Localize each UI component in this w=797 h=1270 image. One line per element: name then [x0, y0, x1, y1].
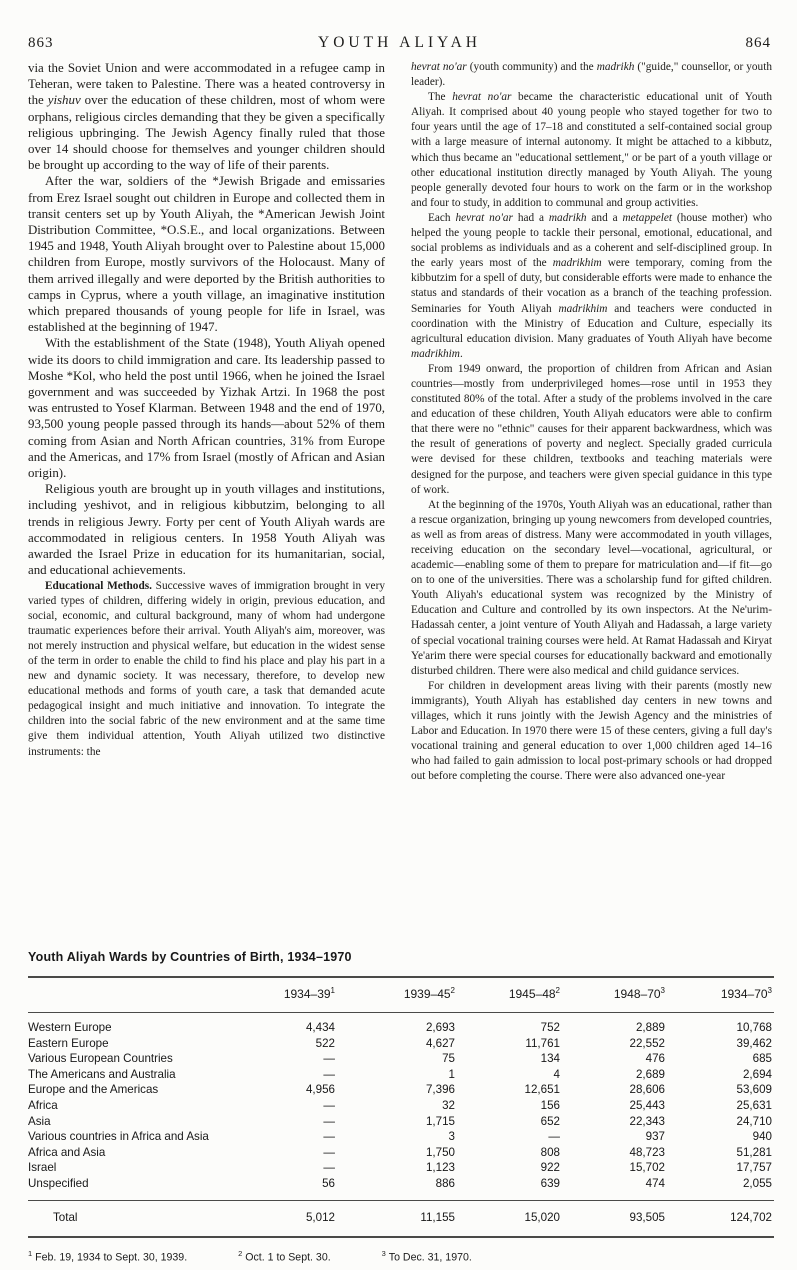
footnote: $^1$ Feb. 19, 1934 to Sept. 30, 1939. — [28, 1249, 188, 1264]
total-cell: 15,020 — [457, 1200, 562, 1237]
text-run: madrikhim — [411, 347, 460, 360]
table-cell: 4,956 — [305, 1083, 335, 1097]
text-run: The — [428, 91, 453, 104]
table-cell: 134 — [540, 1052, 560, 1066]
page-number-right: 864 — [745, 35, 771, 51]
table-cell: 2,693 — [425, 1021, 455, 1034]
table-cell: 39,462 — [736, 1036, 772, 1050]
table-row — [28, 1098, 774, 1114]
text-run: (youth community) and the — [466, 61, 597, 73]
table-cell: 474 — [645, 1176, 665, 1190]
table-row — [28, 1176, 774, 1200]
table-row — [28, 1067, 774, 1083]
table-row — [28, 1114, 774, 1130]
left-column — [28, 60, 385, 760]
table-cell: 10,768 — [736, 1021, 772, 1034]
page-title: YOUTH ALIYAH — [318, 34, 481, 51]
table-footer — [28, 1200, 774, 1237]
table-cell: — — [323, 1145, 335, 1159]
total-label: Total — [28, 1200, 271, 1237]
table-cell: — — [323, 1098, 335, 1112]
column-header-blank — [28, 977, 271, 1013]
column-header: $1945-48^2$ — [457, 977, 562, 1013]
row-label: Africa — [28, 1098, 58, 1112]
text-run: Educational Methods. — [45, 579, 152, 592]
table-cell: 25,443 — [629, 1098, 665, 1112]
paragraph — [411, 679, 772, 785]
text-run: ("guide," counsellor, or youth leader). — [411, 61, 772, 89]
table-cell: 685 — [752, 1052, 772, 1066]
text-run: (house mother) who helped the young people to tackle their personal, emotional, educational, and social problems as individuals and as a coherent and self-disciplined group. In the early years most of the — [411, 211, 772, 270]
paragraph — [411, 60, 772, 90]
paragraph — [411, 90, 772, 211]
total-cell: 124,702 — [667, 1200, 774, 1237]
table-cell: 639 — [540, 1176, 560, 1190]
table-cell: 11,761 — [525, 1036, 560, 1050]
text-run: madrikhim — [558, 302, 608, 315]
table-row — [28, 1160, 774, 1176]
text-run: hevrat no'ar — [452, 91, 512, 104]
table-title: Youth Aliyah Wards by Countries of Birth, 1934–1970 — [28, 950, 352, 964]
footnote: $^2$ Oct. 1 to Sept. 30. — [238, 1249, 331, 1264]
table-cell: 12,651 — [524, 1083, 560, 1097]
table-cell: 2,055 — [742, 1176, 772, 1190]
table-cell: 53,609 — [736, 1083, 772, 1097]
table-cell: 2,889 — [635, 1021, 665, 1034]
table-footnotes — [28, 1249, 774, 1264]
text-run: For children in development areas living with their parents (mostly new immigrants), Youth Aliyah has established day centers in new towns and villages, which it runs jointly with the Jewish Agency and the ministries of Labor and Education. In 1970 there were 15 of these centers, giving a full day's vocational training and general education to over 1,000 children aged 14–16 who had failed to gain admission to local post-primary schools or had dropped out before completing the course. There were also advanced one-year — [411, 679, 772, 783]
table-header-row — [28, 977, 774, 1013]
row-label: Unspecified — [28, 1176, 89, 1190]
statistics-table-section — [28, 950, 774, 1264]
text-run: At the beginning of the 1970s, Youth Aliyah was an educational, rather than a rescue organization, bringing up young newcomers from developed countries, as well as from areas of distress. Many were accommodated in youth villages, receiving education on the secondary level—vocational, agricultural, or academic—enabling some of them to prepare for matriculation and—if fit—go on to one of the universities. There was a scholarship fund for gifted children. Youth Aliyah's educational system was recognized by the Ministry of Education and Culture and controlled by its own inspectors. At the Ne'urim-Hadassah center, a joint venture of Youth Aliyah and Hadassah, a large variety of special vocational training courses were held. At Ramat Hadassah and Kiryat Ye'arim there were special courses for educationally backward and emotionally disturbed children. There were also medical and child guidance services. — [411, 498, 772, 677]
row-label: Western Europe — [28, 1021, 112, 1034]
row-label: Asia — [28, 1114, 51, 1128]
wards-by-country-table — [28, 976, 774, 1238]
table-cell: 75 — [442, 1052, 455, 1066]
table-cell: 51,281 — [736, 1145, 772, 1159]
table-cell: — — [323, 1161, 335, 1175]
table-cell: — — [323, 1130, 335, 1144]
table-row — [28, 1013, 774, 1036]
table-cell: 2,689 — [635, 1067, 665, 1081]
paragraph — [411, 362, 772, 498]
table-row — [28, 1082, 774, 1098]
text-run: Religious youth are brought up in youth villages and institutions, including yeshivot, and in religious kibbutzim, belonging to all trends in religious Jewry. Forty per cent of Youth Aliyah wards are accommodated in religious centers. In 1958 Youth Aliyah was awarded the Israel Prize in education for its humanitarian, social, and educational achievements. — [28, 482, 385, 578]
text-run: madrikh — [548, 211, 587, 224]
table-cell: 476 — [645, 1052, 665, 1066]
table-cell: 937 — [645, 1130, 665, 1144]
text-run: hevrat no'ar — [411, 61, 467, 73]
table-cell: 156 — [540, 1098, 560, 1112]
table-cell: 940 — [752, 1130, 772, 1144]
page-header — [28, 34, 771, 52]
row-label: Various European Countries — [28, 1052, 173, 1066]
text-run: With the establishment of the State (1948), Youth Aliyah opened wide its doors to child immigration and care. Its leadership passed to Moshe *Kol, who held the post until 1966, when he joined the Israel government and was succeeded by Yizhak Artzi. In 1968 the post was entrusted to Yosef Klarman. Between 1948 and the end of 1970, 93,500 young people passed through its hands—about 52% of them coming from Asian and North African countries, 31% from Europe and the Americas, and 17% from Israel (mostly of African and Asian origin). — [28, 336, 385, 481]
table-cell: 752 — [540, 1021, 560, 1034]
column-header: $1939-45^2$ — [337, 977, 457, 1013]
table-cell: 4,627 — [425, 1036, 455, 1050]
text-run: After the war, soldiers of the *Jewish Brigade and emissaries from Erez Israel sought out children in Europe and collected them in transit centers set up by Youth Aliyah, the *American Jewish Joint Distribution Committee, *O.S.E., and local organizations. Between 1945 and 1948, Youth Aliyah brought over to Palestine about 15,000 children from Europe, mostly survivors of the Holocaust. Many of them arrived illegally and were deported by the British authorities to camps in Cyprus, where a youth village, an imaginative institution which prepared thousands of young people for life in Israel, was established at the beginning of 1947. — [28, 174, 385, 335]
table-cell: 1,123 — [425, 1161, 455, 1175]
total-cell: 93,505 — [562, 1200, 667, 1237]
table-row — [28, 1145, 774, 1161]
text-run: madrikhim — [552, 257, 602, 270]
row-label: The Americans and Australia — [28, 1067, 176, 1081]
table-cell: 24,710 — [736, 1114, 772, 1128]
table-row — [28, 1051, 774, 1067]
text-run: and a — [586, 211, 623, 224]
table-cell: 922 — [540, 1161, 560, 1175]
text-run: Each — [428, 211, 456, 224]
row-label: Europe and the Americas — [28, 1083, 159, 1097]
column-header: $1934-39^1$ — [271, 977, 337, 1013]
total-cell: 5,012 — [271, 1200, 337, 1237]
paragraph — [411, 498, 772, 679]
table-cell: 1,715 — [425, 1114, 455, 1128]
paragraph — [28, 173, 385, 335]
text-run: metappelet — [622, 211, 673, 224]
row-label: Africa and Asia — [28, 1145, 106, 1159]
table-cell: 1 — [448, 1067, 455, 1081]
total-row — [28, 1200, 774, 1237]
table-cell: 3 — [448, 1130, 455, 1144]
table-cell: 22,552 — [629, 1036, 665, 1050]
text-run: and teachers were conducted in coordination with the Ministry of Education and Culture, especially its agricultural education division. Many graduates of Youth Aliyah have become — [411, 302, 772, 345]
column-header: $1948-70^3$ — [562, 977, 667, 1013]
text-run: From 1949 onward, the proportion of children from African and Asian countries—mostly from underprivileged homes—rose until in 1953 they constituted 80% of the total. After a study of the problems involved in the care and education of these children, Youth Aliyah educators were able to confirm that there were no "ethnic" causes for their apparent backwardness, which was the result of generations of poverty and neglect. Specially graded curricula were devised for these children, textbooks and teaching materials were designed for the purpose, and teachers were given special guidance in this type of work. — [411, 362, 772, 496]
text-run: hevrat no'ar — [455, 211, 513, 224]
text-run: yishuv — [47, 93, 81, 108]
text-run: Successive waves of immigration brought in very varied types of children, differing widely in origin, previous education, and social, economic, and cultural background, many of whom had undergone traumatic experiences before their arrival. Youth Aliyah's aim, moreover, was not merely instruction and physical welfare, but education in the widest sense of the term in order to enable the child to find his place and play his part in a new and dynamic society. It was necessary, therefore, to develop new educational methods and forms of youth care, a task that demanded acute pedagogical insight and much initiative and innovation. To integrate the children into the social fabric of the new environment and at the same time give them individual attention, Youth Aliyah utilized two distinctive instruments: the — [28, 579, 385, 758]
table-cell: 15,702 — [629, 1161, 665, 1175]
table-cell: 32 — [442, 1098, 455, 1112]
table-cell: 808 — [540, 1145, 560, 1159]
table-cell: 652 — [540, 1114, 560, 1128]
table-cell: 4,434 — [305, 1021, 335, 1034]
paragraph — [411, 211, 772, 362]
table-cell: 56 — [322, 1176, 335, 1190]
table-cell: — — [323, 1052, 335, 1066]
table-cell: 22,343 — [629, 1114, 665, 1128]
paragraph — [28, 481, 385, 578]
table-header — [28, 977, 774, 1013]
table-row — [28, 1036, 774, 1052]
text-run: had a — [512, 211, 549, 224]
table-row — [28, 1129, 774, 1145]
table-cell: 1,750 — [425, 1145, 455, 1159]
table-cell: 522 — [315, 1036, 335, 1050]
table-cell: 17,757 — [736, 1161, 772, 1175]
column-header: $1934-70^3$ — [667, 977, 774, 1013]
table-cell: 25,631 — [736, 1098, 772, 1112]
table-cell: 7,396 — [425, 1083, 455, 1097]
table-body — [28, 1013, 774, 1201]
page-number-left: 863 — [28, 35, 54, 51]
table-cell: — — [323, 1067, 335, 1081]
text-run: via the Soviet Union and were accommodated in a refugee camp in Teheran, were taken to Palestine. There was a heated controversy in the — [28, 61, 385, 108]
row-label: Eastern Europe — [28, 1036, 109, 1050]
text-run: . — [459, 347, 463, 360]
table-cell: — — [323, 1114, 335, 1128]
right-column — [411, 60, 772, 785]
paragraph — [28, 60, 385, 173]
row-label: Various countries in Africa and Asia — [28, 1130, 209, 1144]
table-cell: 886 — [435, 1176, 455, 1190]
table-cell: 28,606 — [629, 1083, 665, 1097]
table-cell: 4 — [553, 1067, 560, 1081]
table-cell: 2,694 — [742, 1067, 772, 1081]
paragraph — [28, 335, 385, 481]
paragraph-educational-methods — [28, 579, 385, 760]
text-run: madrikh — [596, 61, 635, 73]
text-run: became the characteristic educational unit of Youth Aliyah. It comprised about 40 young people who stayed together for two to four years until the age of 17–18 and constituted a self-contained social group with a large measure of internal autonomy. It might be attached to a kibbutz, which thus became an "educational settlement," or be part of a youth village or other educational institution directly managed by Youth Aliyah. The young people generally devoted four hours to work on the farm or in the workshop and four to study, in addition to communal and group activities. — [411, 91, 773, 209]
table-cell: 48,723 — [629, 1145, 665, 1159]
table-cell: — — [548, 1130, 560, 1144]
text-run: were temporary, coming from the kibbutzim for a spell of duty, but considerable efforts were made to enhance the status and standards of their vocation as a branch of the teaching profession. Seminaries for Youth Aliyah — [411, 257, 772, 315]
text-run: over the education of these children, most of whom were orphans, religious circles demanding that they be given a specifically religious upbringing. The Jewish Agency finally ruled that those over 14 should choose for themselves and younger children should be brought up according to the way of life of their parents. — [28, 93, 385, 173]
footnote: $^3$ To Dec. 31, 1970. — [381, 1249, 472, 1264]
total-cell: 11,155 — [337, 1200, 457, 1237]
row-label: Israel — [28, 1161, 57, 1175]
